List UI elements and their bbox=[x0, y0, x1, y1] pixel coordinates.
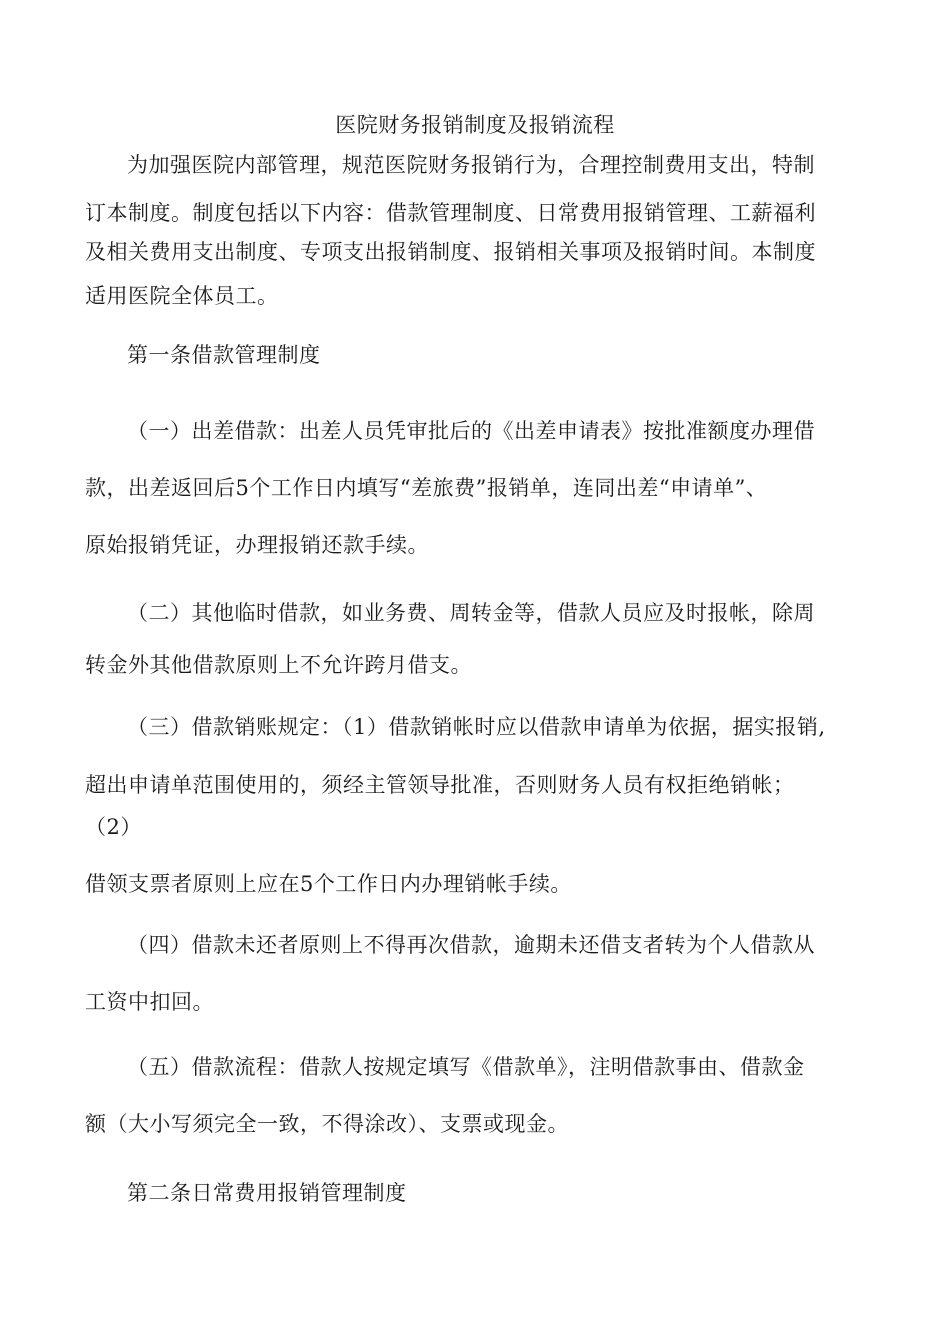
item-1-line-1: （一）出差借款：出差人员凭审批后的《出差申请表》按批准额度办理借 bbox=[127, 419, 815, 443]
item-2-line-1: （二）其他临时借款，如业务费、周转金等，借款人员应及时报帐，除周 bbox=[127, 601, 815, 625]
intro-line-3: 及相关费用支出制度、专项支出报销制度、报销相关事项及报销时间。本制度 bbox=[85, 240, 816, 264]
article-1-heading: 第一条借款管理制度 bbox=[127, 343, 321, 367]
item-2-line-2: 转金外其他借款原则上不允许跨月借支。 bbox=[85, 653, 472, 677]
item-1-line-3: 原始报销凭证，办理报销还款手续。 bbox=[85, 533, 429, 557]
article-2-heading: 第二条日常费用报销管理制度 bbox=[127, 1181, 407, 1205]
item-1-line-2: 款，出差返回后5个工作日内填写“差旅费”报销单，连同出差“申请单”、 bbox=[85, 476, 768, 500]
item-3-line-1: （三）借款销账规定：（1）借款销帐时应以借款申请单为依据，据实报销, bbox=[127, 715, 826, 739]
item-3-line-3: （2） bbox=[85, 815, 142, 839]
intro-line-2: 订本制度。制度包括以下内容：借款管理制度、日常费用报销管理、工薪福利 bbox=[85, 201, 816, 225]
item-5-line-1: （五）借款流程：借款人按规定填写《借款单》，注明借款事由、借款金 bbox=[127, 1055, 805, 1079]
intro-line-4: 适用医院全体员工。 bbox=[85, 284, 279, 308]
document-title: 医院财务报销制度及报销流程 bbox=[335, 113, 615, 137]
item-5-line-2: 额（大小写须完全一致，不得涂改）、支票或现金。 bbox=[85, 1112, 569, 1136]
item-3-line-4: 借领支票者原则上应在5个工作日内办理销帐手续。 bbox=[85, 872, 572, 896]
item-3-line-2: 超出申请单范围使用的，须经主管领导批准，否则财务人员有权拒绝销帐； bbox=[85, 773, 795, 797]
item-4-line-1: （四）借款未还者原则上不得再次借款，逾期未还借支者转为个人借款从 bbox=[127, 933, 815, 957]
item-4-line-2: 工资中扣回。 bbox=[85, 990, 214, 1014]
intro-line-1: 为加强医院内部管理，规范医院财务报销行为，合理控制费用支出，特制 bbox=[127, 153, 815, 177]
